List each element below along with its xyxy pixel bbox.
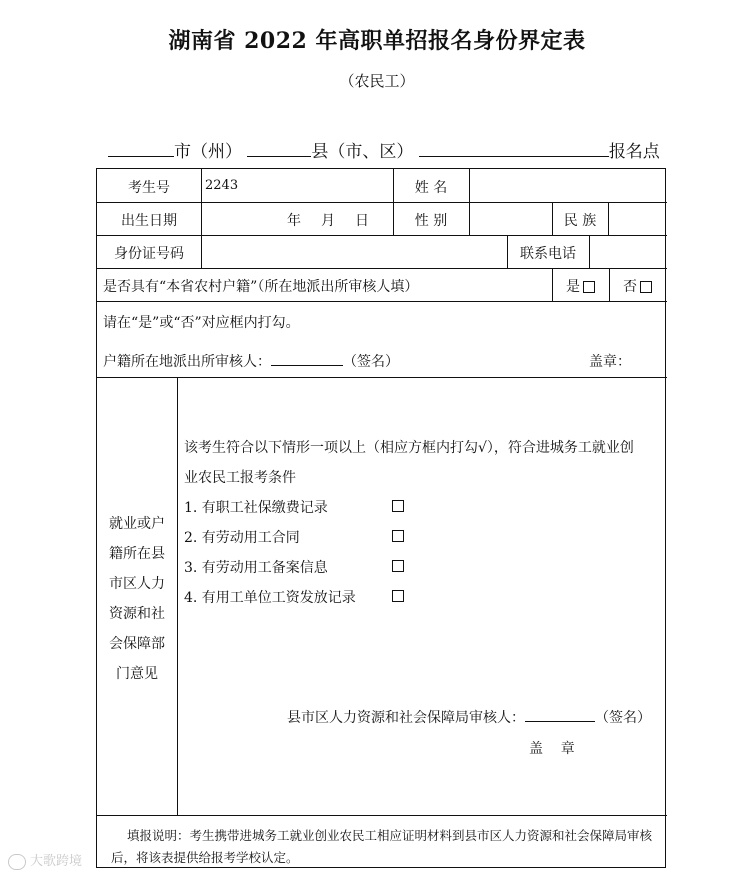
- no-label: 否: [623, 279, 637, 295]
- page-subtitle: （农民工）: [339, 72, 415, 90]
- police-signature-blank[interactable]: [271, 351, 343, 366]
- note-line: 后，将该表提供给报考学校认定。: [111, 850, 299, 865]
- condition-item: 2. 有劳动用工合同: [184, 527, 300, 547]
- id-label: 身份证号码: [114, 246, 184, 262]
- tick-instruction: 请在“是”或“否”对应框内打勾。: [103, 315, 300, 331]
- page-title: 湖南省 2022 年高职单招报名身份界定表: [168, 28, 586, 54]
- no-option[interactable]: [609, 276, 666, 296]
- ethnicity-field[interactable]: [609, 203, 666, 234]
- condition-item: 1. 有职工社保缴费记录: [184, 497, 328, 517]
- dept-label-line: 籍所在县: [109, 546, 165, 562]
- hr-reviewer-label: 县市区人力资源和社会保障局审核人：: [287, 710, 525, 726]
- dob-month-label: 月: [321, 213, 335, 229]
- county-label: 县（市、区）: [311, 142, 414, 162]
- note-line: 填报说明：考生携带进城务工就业创业农民工相应证明材料到县市区人力资源和社会保障局审核: [127, 828, 653, 843]
- hr-reviewer-row: [287, 707, 651, 727]
- yes-option[interactable]: [552, 276, 609, 296]
- id-field[interactable]: [202, 236, 506, 267]
- watermark-logo-icon: [8, 854, 26, 870]
- name-label: 姓 名: [414, 180, 448, 196]
- filling-note: [111, 825, 667, 869]
- condition-checkbox[interactable]: [392, 530, 404, 542]
- condition-checkbox[interactable]: [392, 560, 404, 572]
- hr-signature-blank[interactable]: [525, 707, 595, 722]
- phone-label: 联系电话: [520, 246, 576, 262]
- gender-field[interactable]: [470, 203, 551, 234]
- dept-opinion-label: [97, 509, 177, 689]
- police-reviewer-label: 户籍所在地派出所审核人：: [103, 354, 271, 370]
- site-blank[interactable]: [419, 138, 609, 157]
- exam-no-field[interactable]: 2243: [205, 178, 239, 193]
- police-reviewer-row: [103, 351, 399, 371]
- dob-label: 出生日期: [121, 213, 177, 229]
- condition-intro: 该考生符合以下情形一项以上（相应方框内打勾√），符合进城务工就业创: [184, 440, 634, 456]
- hr-sign-label: （签名）: [595, 710, 651, 726]
- condition-intro-2: 业农民工报考条件: [184, 470, 296, 486]
- dob-year-label: 年: [287, 213, 301, 229]
- watermark: [8, 850, 82, 870]
- exam-no-label: 考生号: [128, 180, 170, 196]
- dept-label-line: 资源和社: [109, 606, 165, 622]
- watermark-text: 大歌跨境: [30, 854, 83, 869]
- name-field[interactable]: [470, 170, 666, 201]
- hr-seal-label: 盖 章: [529, 741, 575, 757]
- condition-item: 3. 有劳动用工备案信息: [184, 557, 328, 577]
- ethnicity-label: 民 族: [563, 213, 597, 229]
- county-blank[interactable]: [247, 138, 311, 157]
- dept-label-line: 会保障部: [109, 636, 165, 652]
- rural-question: 是否具有“本省农村户籍”（所在地派出所审核人填）: [103, 279, 419, 295]
- yes-checkbox[interactable]: [583, 281, 595, 293]
- dept-label-line: 就业或户: [109, 516, 165, 532]
- phone-field[interactable]: [590, 236, 666, 267]
- dob-day-label: 日: [355, 213, 369, 229]
- identity-form-table: [96, 168, 666, 868]
- yes-label: 是: [566, 279, 580, 295]
- condition-checkbox[interactable]: [392, 590, 404, 602]
- dept-label-line: 市区人力: [109, 576, 165, 592]
- location-line: [108, 137, 660, 162]
- gender-label: 性 别: [414, 213, 448, 229]
- city-blank[interactable]: [108, 138, 174, 157]
- city-label: 市（州）: [174, 142, 242, 162]
- dept-label-line: 门意见: [116, 666, 158, 682]
- police-sign-label: （签名）: [343, 354, 399, 370]
- condition-item: 4. 有用工单位工资发放记录: [184, 587, 356, 607]
- police-seal-label: 盖章：: [589, 354, 631, 370]
- condition-checkbox[interactable]: [392, 500, 404, 512]
- site-label: 报名点: [608, 142, 660, 162]
- no-checkbox[interactable]: [640, 281, 652, 293]
